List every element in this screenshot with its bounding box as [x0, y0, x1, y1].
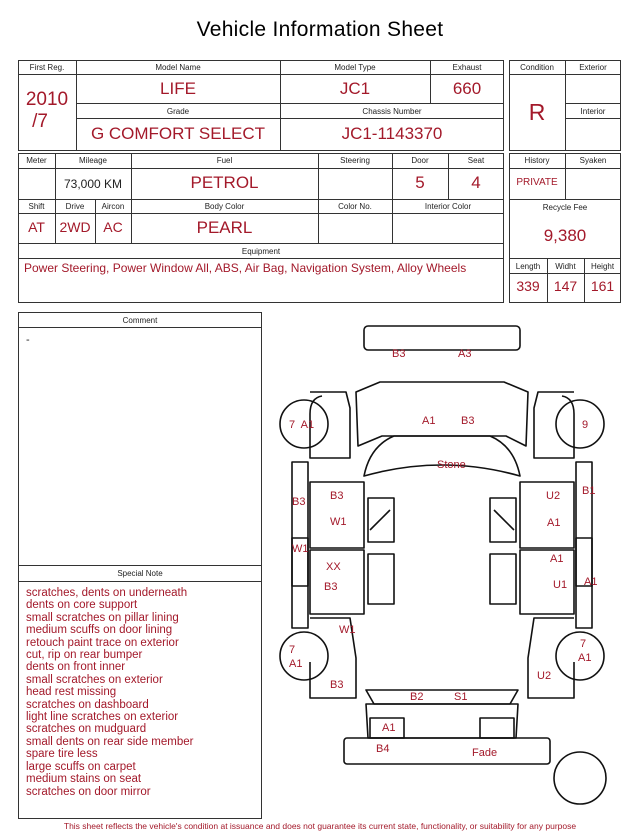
color-no-label: Color No.	[338, 202, 372, 211]
fuel-label: Fuel	[216, 156, 233, 165]
special-note-item: small scratches on exterior	[26, 673, 163, 686]
meter-label: Meter	[26, 156, 47, 165]
special-note-item: medium stains on seat	[26, 773, 142, 786]
seat-label: Seat	[467, 156, 485, 165]
special-note-item: small scratches on pillar lining	[26, 611, 179, 624]
comment-label: Comment	[122, 316, 158, 325]
mark-left-front-door: W1	[330, 516, 347, 528]
width-label: Widht	[555, 262, 576, 271]
mark-windshield: Stone	[437, 459, 466, 471]
mark-right-rear-door-a: A1	[550, 553, 564, 565]
grade-label: Grade	[166, 107, 190, 116]
length-value: 339	[516, 278, 540, 294]
left-front-side	[292, 462, 308, 586]
mark-left-rear-door-a: XX	[326, 561, 341, 573]
model-type-value: JC1	[339, 79, 371, 98]
mark-rear-right-wheel-a: 7	[580, 638, 587, 650]
first-reg-label: First Reg.	[29, 63, 65, 72]
mark-front-right-wheel: 9	[582, 419, 589, 431]
right-rear-window	[490, 554, 516, 604]
rear-left-wheel	[280, 632, 328, 680]
special-note-item: head rest missing	[26, 686, 117, 699]
drive-value: 2WD	[59, 219, 91, 235]
mark-left-front-door-top: B3	[330, 490, 344, 502]
left-rear-window	[368, 554, 394, 604]
mark-hood-left: A1	[422, 415, 436, 427]
special-note-item: small dents on rear side member	[26, 735, 194, 748]
condition-value: R	[528, 99, 546, 125]
rear-panel-right	[480, 718, 514, 738]
door-value: 5	[415, 173, 425, 192]
mark-right-rear-corner: U2	[537, 670, 552, 682]
body-color-label: Body Color	[204, 202, 245, 211]
model-type-label: Model Type	[334, 63, 376, 72]
mark-right-rear-door-b: U1	[553, 579, 568, 591]
history-label: History	[524, 156, 550, 165]
special-note-item: scratches, dents on underneath	[26, 587, 188, 599]
mark-tailgate-right: S1	[454, 691, 468, 703]
chassis-number-label: Chassis Number	[362, 107, 422, 116]
mark-rear-bumper-left: B4	[376, 743, 390, 755]
front-right-wheel	[556, 400, 604, 448]
car-damage-diagram	[270, 318, 630, 818]
special-note-item: medium scuffs on door lining	[26, 624, 173, 637]
special-note-item: scratches on mudguard	[26, 723, 147, 736]
special-note-item: retouch paint trace on exterior	[26, 636, 179, 649]
mark-hood-right: B3	[461, 415, 475, 427]
syaken-label: Syaken	[579, 156, 607, 165]
shift-value: AT	[28, 219, 45, 235]
mark-front-bumper-right: A3	[458, 348, 472, 360]
aircon-label: Aircon	[101, 202, 125, 211]
mark-left-rear-door-b: B3	[324, 581, 338, 593]
right-mirror	[494, 510, 514, 530]
interior-label: Interior	[580, 107, 606, 116]
special-note-label: Special Note	[117, 569, 163, 578]
height-value: 161	[590, 278, 615, 294]
right-fender-outline	[534, 392, 574, 458]
special-note-item: large scuffs on carpet	[26, 760, 136, 773]
drive-label: Drive	[65, 202, 85, 211]
grade-value: G COMFORT SELECT	[90, 124, 266, 143]
width-value: 147	[553, 278, 578, 294]
special-note-item: cut, rip on rear bumper	[26, 649, 143, 662]
model-name-value: LIFE	[160, 79, 196, 98]
mark-rear-glass: A1	[382, 722, 396, 734]
mark-rear-left-wheel: 7 A1	[289, 644, 303, 670]
length-label: Length	[515, 262, 541, 271]
seat-value: 4	[471, 173, 481, 192]
special-note-item: spare tire less	[26, 748, 98, 761]
mark-right-front-door: A1	[547, 517, 561, 529]
front-bumper-outline	[364, 326, 520, 350]
left-mirror	[370, 510, 390, 530]
mileage-value: 73,000 KM	[63, 177, 123, 191]
mileage-label: Mileage	[78, 156, 107, 165]
mark-left-fender: B3	[292, 496, 306, 508]
exhaust-label: Exhaust	[452, 63, 482, 72]
special-note-item: scratches on door mirror	[26, 785, 151, 798]
aircon-value: AC	[103, 219, 123, 235]
first-reg-month: /7	[32, 111, 48, 132]
rear-glass-outline	[366, 690, 518, 704]
special-note-item: light line scratches on exterior	[26, 711, 179, 724]
history-value: PRIVATE	[516, 177, 558, 188]
right-front-side	[576, 462, 592, 586]
chassis-number-value: JC1-1143370	[341, 124, 443, 143]
special-notes-list	[26, 587, 193, 798]
mark-left-pillar: W1	[292, 543, 309, 555]
first-reg-year: 2010	[25, 89, 69, 110]
mark-right-fender: B1	[582, 485, 596, 497]
mark-left-rear-quarter: W1	[339, 624, 356, 636]
right-rear-quarter	[528, 618, 574, 698]
equipment-value: Power Steering, Power Window All, ABS, Air Bag, Navigation System, Alloy Wheels	[24, 261, 467, 275]
shift-label: Shift	[28, 202, 45, 211]
mark-right-rear-quarter: A1	[584, 576, 598, 588]
fuel-value: PETROL	[190, 173, 259, 192]
mark-left-rear-corner: B3	[330, 679, 344, 691]
rear-bumper-outline	[344, 738, 550, 764]
spare-wheel	[554, 752, 606, 804]
mark-rear-right-wheel-b: A1	[578, 652, 592, 664]
body-color-value: PEARL	[196, 218, 253, 237]
sheet-title: Vehicle Information Sheet	[196, 18, 444, 41]
interior-color-label: Interior Color	[424, 202, 472, 211]
exterior-label: Exterior	[579, 63, 607, 72]
model-name-label: Model Name	[155, 63, 201, 72]
mark-right-front-door-top: U2	[546, 490, 561, 502]
steering-label: Steering	[340, 156, 370, 165]
exhaust-value: 660	[452, 79, 482, 98]
comment-value: -	[26, 334, 30, 346]
recycle-fee-value: 9,380	[543, 226, 587, 245]
height-label: Height	[590, 262, 615, 271]
recycle-fee-label: Recycle Fee	[542, 203, 588, 212]
special-note-item: dents on core support	[26, 599, 138, 612]
door-label: Door	[411, 156, 429, 165]
condition-label: Condition	[520, 63, 554, 72]
special-note-item: dents on front inner	[26, 661, 126, 674]
mark-front-bumper-left: B3	[392, 348, 406, 360]
equipment-label: Equipment	[241, 247, 281, 256]
mark-front-left-wheel: 7 A1	[289, 419, 315, 431]
mark-rear-bumper-right: Fade	[472, 747, 498, 759]
special-note-item: scratches on dashboard	[26, 698, 149, 711]
mark-tailgate-left: B2	[410, 691, 424, 703]
disclaimer-footer: This sheet reflects the vehicle's condition at issuance and does not guarantee its current state, functionality, or suitability for any purpose	[63, 821, 577, 831]
left-fender-outline	[310, 392, 350, 458]
